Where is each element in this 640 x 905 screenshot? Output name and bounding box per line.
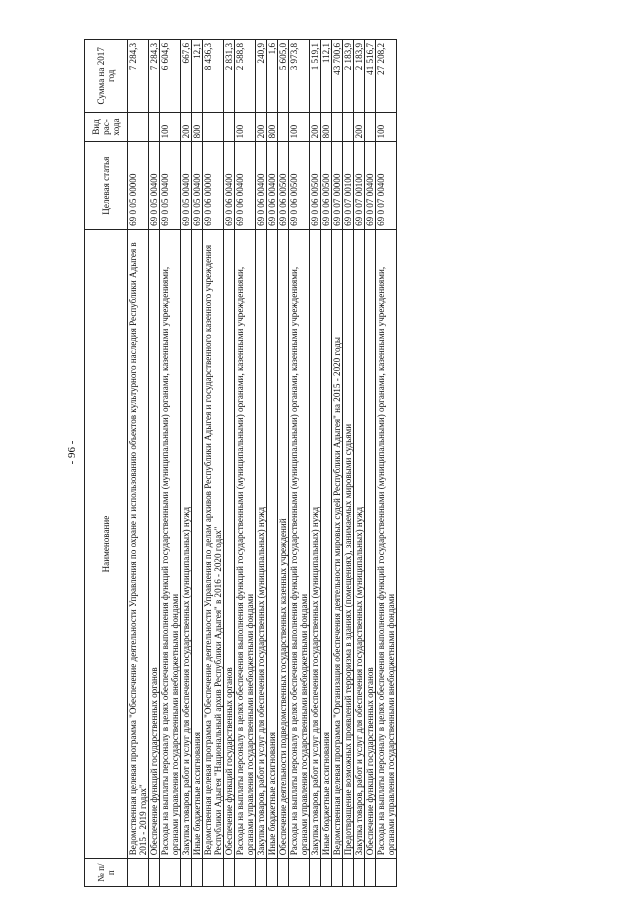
header-kind: Вид рас-хода [85,112,128,142]
cell-name: Обеспечение деятельности подведомственных государственных казенных учреждений [278,229,289,858]
cell-num [332,859,343,887]
cell-kind [332,112,343,142]
cell-name: Расходы на выплаты персоналу в целях обеспечения выполнения функций государственными (муниципальными) органами, казенными учреждениями, органами управления государственными внебюджетными фондами [376,229,397,858]
cell-target: 69 0 07 00400 [365,142,376,229]
cell-kind: 100 [160,112,181,142]
cell-num [203,859,224,887]
cell-num [343,859,354,887]
cell-target: 69 0 06 00000 [203,142,224,229]
cell-target: 69 0 05 00400 [192,142,203,229]
cell-sum: 3 973,8 [289,40,310,113]
cell-name: Закупка товаров, работ и услуг для обеспечения государственных (муниципальных) нужд [354,229,365,858]
table-row [354,40,365,887]
cell-sum: 2 588,8 [235,40,256,113]
cell-target: 69 0 06 00400 [224,142,235,229]
cell-kind: 200 [354,112,365,142]
cell-target: 69 0 07 00000 [332,142,343,229]
cell-target: 69 0 06 00400 [235,142,256,229]
table-row [149,40,160,887]
header-name: Наименование [85,229,128,858]
cell-kind: 100 [289,112,310,142]
table-row [181,40,192,887]
cell-target: 69 0 06 00500 [321,142,332,229]
table-row [160,40,181,887]
table-row [321,40,332,887]
cell-sum: 2 183,9 [354,40,365,113]
cell-name: Иные бюджетные ассигнования [267,229,278,858]
cell-target: 69 0 07 00100 [343,142,354,229]
cell-num [289,859,310,887]
cell-target: 69 0 06 00500 [310,142,321,229]
cell-kind: 200 [310,112,321,142]
cell-target: 69 0 06 00400 [256,142,267,229]
cell-name: Обеспечение функций государственных органов [365,229,376,858]
cell-sum: 2 183,9 [343,40,354,113]
table-row [278,40,289,887]
table-row [128,40,149,887]
page-number: - 96 - [66,440,78,465]
cell-num [278,859,289,887]
table-row [343,40,354,887]
cell-name: Ведомственная целевая программа "Обеспечение деятельности Управления по охране и использованию объектов культурного наследия Республики Адыгея в 2015 - 2019 годах" [128,229,149,858]
cell-num [224,859,235,887]
cell-kind [343,112,354,142]
cell-num [376,859,397,887]
cell-num [160,859,181,887]
table-row [235,40,256,887]
table-row [376,40,397,887]
table-row [289,40,310,887]
cell-num [181,859,192,887]
header-num: № п/п [85,859,128,887]
cell-num [256,859,267,887]
cell-kind: 800 [192,112,203,142]
table-row [256,40,267,887]
cell-kind [224,112,235,142]
cell-kind [203,112,224,142]
cell-target: 69 0 05 00400 [160,142,181,229]
table-row [203,40,224,887]
cell-num [267,859,278,887]
cell-target: 69 0 05 00400 [149,142,160,229]
cell-name: Закупка товаров, работ и услуг для обеспечения государственных (муниципальных) нужд [310,229,321,858]
cell-sum: 1 519,1 [310,40,321,113]
table-row [267,40,278,887]
cell-target: 69 0 06 00400 [267,142,278,229]
table-row [310,40,321,887]
cell-kind: 800 [267,112,278,142]
cell-sum: 5 605,0 [278,40,289,113]
cell-name: Расходы на выплаты персоналу в целях обеспечения выполнения функций государственными (муниципальными) органами, казенными учреждениями, органами управления государственными внебюджетными фондами [235,229,256,858]
cell-kind [278,112,289,142]
table-row [224,40,235,887]
cell-sum: 667,6 [181,40,192,113]
cell-sum: 8 436,3 [203,40,224,113]
cell-num [310,859,321,887]
cell-sum: 12,1 [192,40,203,113]
cell-kind: 200 [256,112,267,142]
cell-target: 69 0 06 00500 [289,142,310,229]
cell-name: Предотвращение возможных проявлений терроризма в зданиях (помещениях), занимаемых мировыми судьями [343,229,354,858]
cell-sum: 43 700,6 [332,40,343,113]
cell-target: 69 0 05 00000 [128,142,149,229]
cell-name: Иные бюджетные ассигнования [321,229,332,858]
cell-num [128,859,149,887]
cell-target: 69 0 07 00100 [354,142,365,229]
cell-sum: 240,9 [256,40,267,113]
table-row [332,40,343,887]
cell-name: Обеспечение функций государственных органов [149,229,160,858]
cell-name: Ведомственная целевая программа "Организация обеспечения деятельности мировых судей Республики Адыгея" на 2015 - 2020 годы [332,229,343,858]
cell-name: Закупка товаров, работ и услуг для обеспечения государственных (муниципальных) нужд [256,229,267,858]
cell-kind: 800 [321,112,332,142]
cell-name: Расходы на выплаты персоналу в целях обеспечения выполнения функций государственными (муниципальными) органами, казенными учреждениями, органами управления государственными внебюджетными фондами [160,229,181,858]
cell-target: 69 0 06 00500 [278,142,289,229]
header-sum: Сумма на 2017 год [85,40,128,113]
cell-num [149,859,160,887]
cell-num [192,859,203,887]
cell-num [321,859,332,887]
cell-sum: 2 831,3 [224,40,235,113]
cell-sum: 7 284,3 [149,40,160,113]
cell-kind: 100 [235,112,256,142]
cell-name: Иные бюджетные ассигнования [192,229,203,858]
cell-kind [149,112,160,142]
cell-name: Обеспечение функций государственных органов [224,229,235,858]
table-row [365,40,376,887]
cell-name: Ведомственная целевая программа "Обеспечение деятельности Управления по делам архивов Республики Адыгея и государственного казенного учреждения Республики Адыгея "Национальный архив Республики Адыгея" в 2016 - 2020 годах" [203,229,224,858]
cell-sum: 7 284,3 [128,40,149,113]
cell-kind: 200 [181,112,192,142]
cell-sum: 1,6 [267,40,278,113]
cell-num [235,859,256,887]
table-header-row [85,40,128,887]
cell-num [365,859,376,887]
cell-sum: 41 516,7 [365,40,376,113]
cell-num [354,859,365,887]
cell-sum: 112,1 [321,40,332,113]
cell-kind: 100 [376,112,397,142]
cell-name: Закупка товаров, работ и услуг для обеспечения государственных (муниципальных) нужд [181,229,192,858]
cell-name: Расходы на выплаты персоналу в целях обеспечения выполнения функций государственными (муниципальными) органами, казенными учреждениями, органами управления государственными внебюджетными фондами [289,229,310,858]
cell-sum: 6 604,6 [160,40,181,113]
table-row [192,40,203,887]
cell-target: 69 0 05 00400 [181,142,192,229]
cell-target: 69 0 07 00400 [376,142,397,229]
cell-kind [365,112,376,142]
cell-kind [128,112,149,142]
cell-sum: 27 208,2 [376,40,397,113]
budget-table [84,39,397,887]
table-body [128,40,397,887]
header-target: Целевая статья [85,142,128,229]
